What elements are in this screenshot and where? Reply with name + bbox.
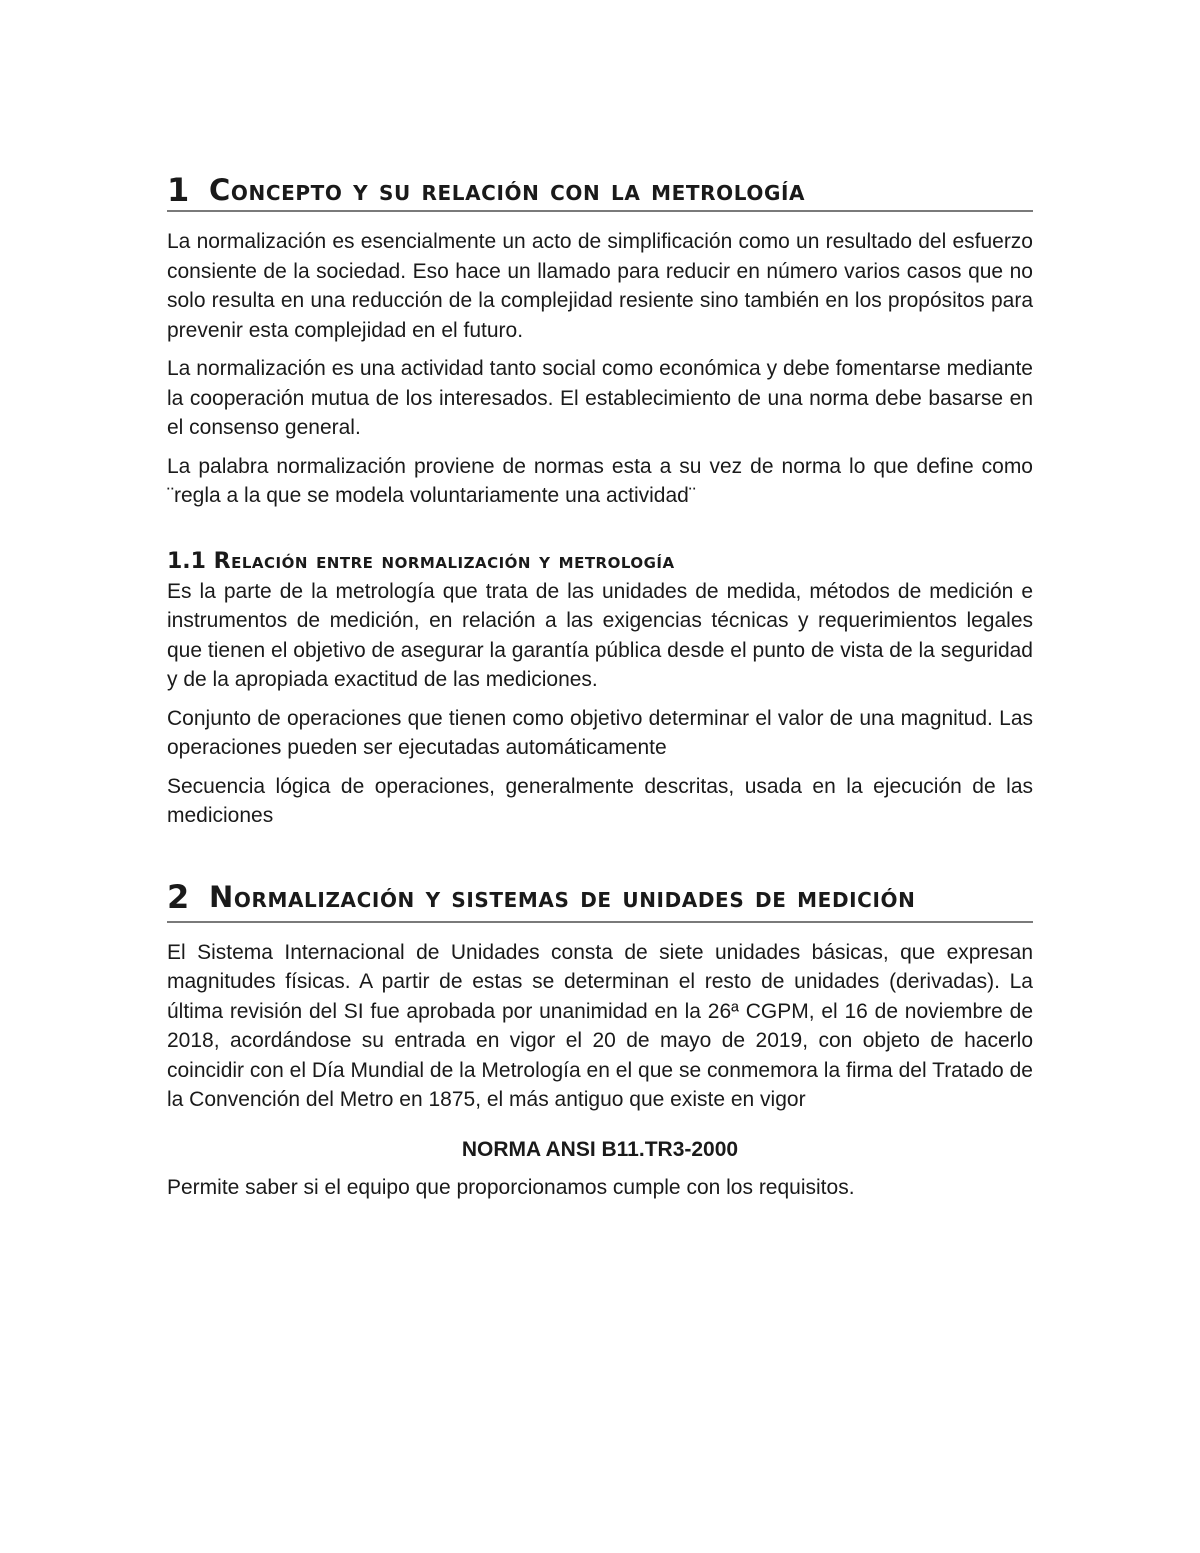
section-1-heading: [167, 172, 1033, 212]
section-1-paragraph-2: La normalización es una actividad tanto social como económica y debe fomentarse mediante la cooperación mutua de los interesados. El establecimiento de una norma debe basarse en el consenso general.: [167, 357, 1033, 439]
document-page: [167, 172, 1033, 1202]
section-1-title: Concepto y su relación con la metrología: [209, 173, 806, 207]
norma-title: NORMA ANSI B11.TR3-2000: [461, 1137, 739, 1161]
norma-text: Permite saber si el equipo que proporcionamos cumple con los requisitos.: [167, 1175, 855, 1199]
section-1-number: 1: [167, 171, 190, 209]
section-2-heading: [167, 875, 1033, 923]
section-1-1-paragraph-2: Conjunto de operaciones que tienen como objetivo determinar el valor de una magnitud. Las operaciones pueden ser ejecutadas automáticamente: [167, 706, 1033, 759]
section-2-title: Normalización y sistemas de unidades de medición: [209, 879, 916, 914]
section-1-paragraph-3: La palabra normalización proviene de normas esta a su vez de norma lo que define como ¨regla a la que se modela voluntariamente una actividad¨: [167, 454, 1033, 507]
section-1-1-title: Relación entre normalización y metrología: [213, 548, 675, 574]
section-2-paragraph-1: El Sistema Internacional de Unidades consta de siete unidades básicas, que expresan magnitudes físicas. A partir de estas se determinan el resto de unidades (derivadas). La última revisión del SI fue aprobada por unanimidad en la 26ª CGPM, el 16 de noviembre de 2018, acordándose su entrada en vigor el 20 de mayo de 2019, con objeto de hacerlo coincidir con el Día Mundial de la Metrología en el que se conmemora la firma del Tratado de la Convención del Metro en 1875, el más antiguo que existe en vigor: [167, 940, 1033, 1111]
section-1-1-number: 1.1: [167, 548, 206, 574]
section-1-paragraph-1: La normalización es esencialmente un acto de simplificación como un resultado del esfuerzo consiente de la sociedad. Eso hace un llamado para reducir en número varios casos que no solo resulta en una reducción de la complejidad resiente sino también en los propósitos para prevenir esta complejidad en el futuro.: [167, 230, 1033, 342]
section-2-number: 2: [167, 877, 190, 916]
section-1-1-heading: [167, 547, 1033, 577]
section-1-1-paragraph-1: Es la parte de la metrología que trata de las unidades de medida, métodos de medición e instrumentos de medición, en relación a las exigencias técnicas y requerimientos legales que tienen el objetivo de asegurar la garantía pública desde el punto de vista de la seguridad y de la apropiada exactitud de las mediciones.: [167, 579, 1033, 691]
section-1-1-paragraph-3: Secuencia lógica de operaciones, generalmente descritas, usada en la ejecución de las mediciones: [167, 774, 1033, 827]
